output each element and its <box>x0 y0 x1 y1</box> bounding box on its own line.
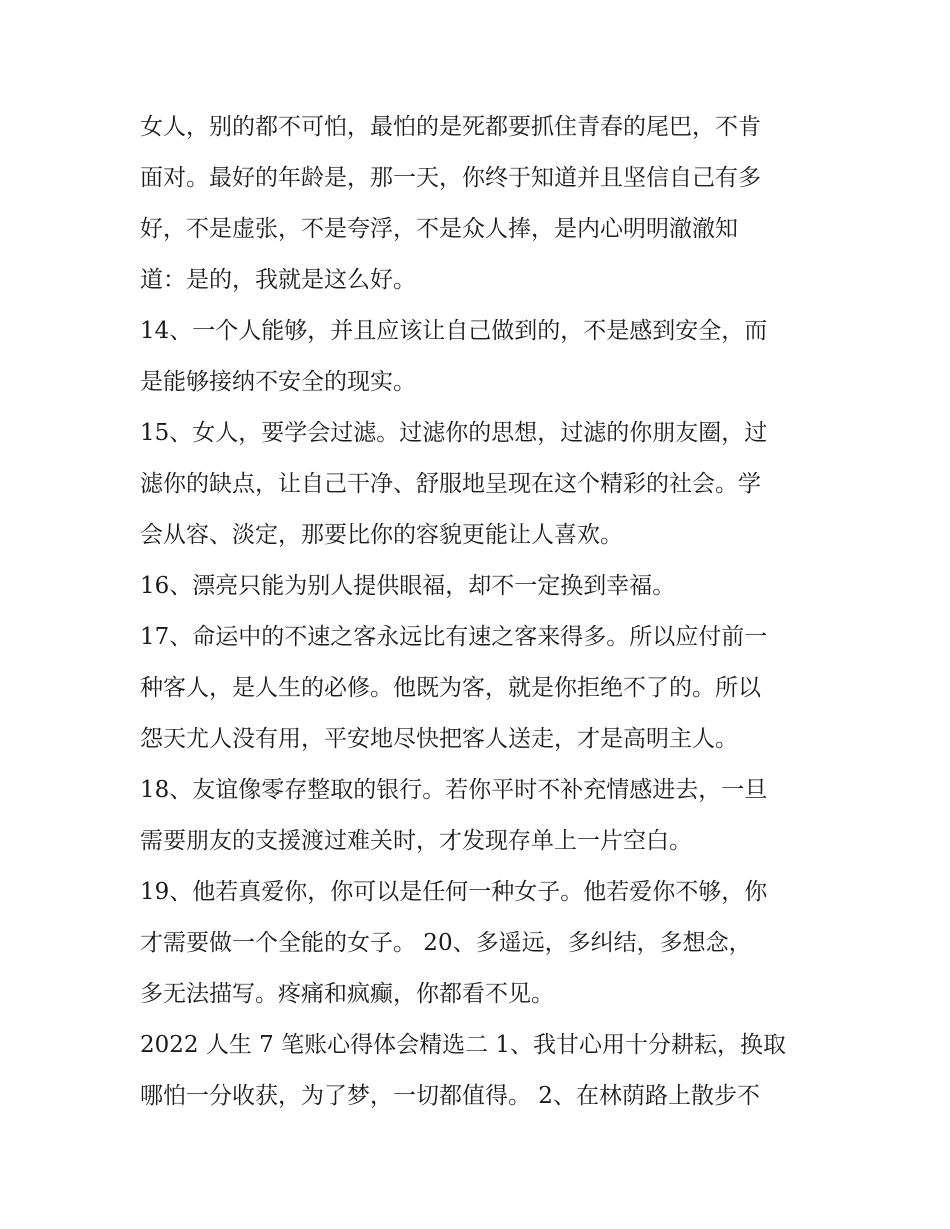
text-line: 会从容、淡定，那要比你的容貌更能让人喜欢。 <box>140 522 623 548</box>
text-line: 好，不是虚张，不是夸浮，不是众人捧，是内心明明澈澈知 <box>140 216 738 242</box>
document-body <box>140 102 820 1122</box>
text-line: 18、友谊像零存整取的银行。若你平时不补充情感进去，一旦 <box>140 777 768 803</box>
text-line: 17、命运中的不速之客永远比有速之客来得多。所以应付前一 <box>140 624 768 650</box>
text-line: 怨天尤人没有用，平安地尽快把客人送走，才是高明主人。 <box>140 726 738 752</box>
text-line: 种客人，是人生的必修。他既为客，就是你拒绝不了的。所以 <box>140 675 761 701</box>
text-line: 2022 人生 7 笔账心得体会精选二 1、我甘心用十分耕耘，换取 <box>140 1032 787 1058</box>
text-line: 道：是的，我就是这么好。 <box>140 267 416 293</box>
text-line: 面对。最好的年龄是，那一天，你终于知道并且坚信自己有多 <box>140 165 761 191</box>
text-line: 16、漂亮只能为别人提供眼福，却不一定换到幸福。 <box>140 573 676 599</box>
text-line: 是能够接纳不安全的现实。 <box>140 369 416 395</box>
text-line: 哪怕一分收获，为了梦，一切都值得。 2、在林荫路上散步不 <box>140 1083 760 1109</box>
text-line: 滤你的缺点，让自己干净、舒服地呈现在这个精彩的社会。学 <box>140 471 761 497</box>
text-line: 14、一个人能够，并且应该让自己做到的，不是感到安全，而 <box>140 318 768 344</box>
text-line: 多无法描写。疼痛和疯癫，你都看不见。 <box>140 981 554 1007</box>
text-line: 女人，别的都不可怕，最怕的是死都要抓住青春的尾巴，不肯 <box>140 114 761 140</box>
text-line: 需要朋友的支援渡过难关时，才发现存单上一片空白。 <box>140 828 692 854</box>
text-line: 19、他若真爱你，你可以是任何一种女子。他若爱你不够，你 <box>140 879 768 905</box>
text-line: 15、女人，要学会过滤。过滤你的思想，过滤的你朋友圈，过 <box>140 420 768 446</box>
text-line: 才需要做一个全能的女子。 20、多遥远，多纠结，多想念， <box>140 930 752 956</box>
